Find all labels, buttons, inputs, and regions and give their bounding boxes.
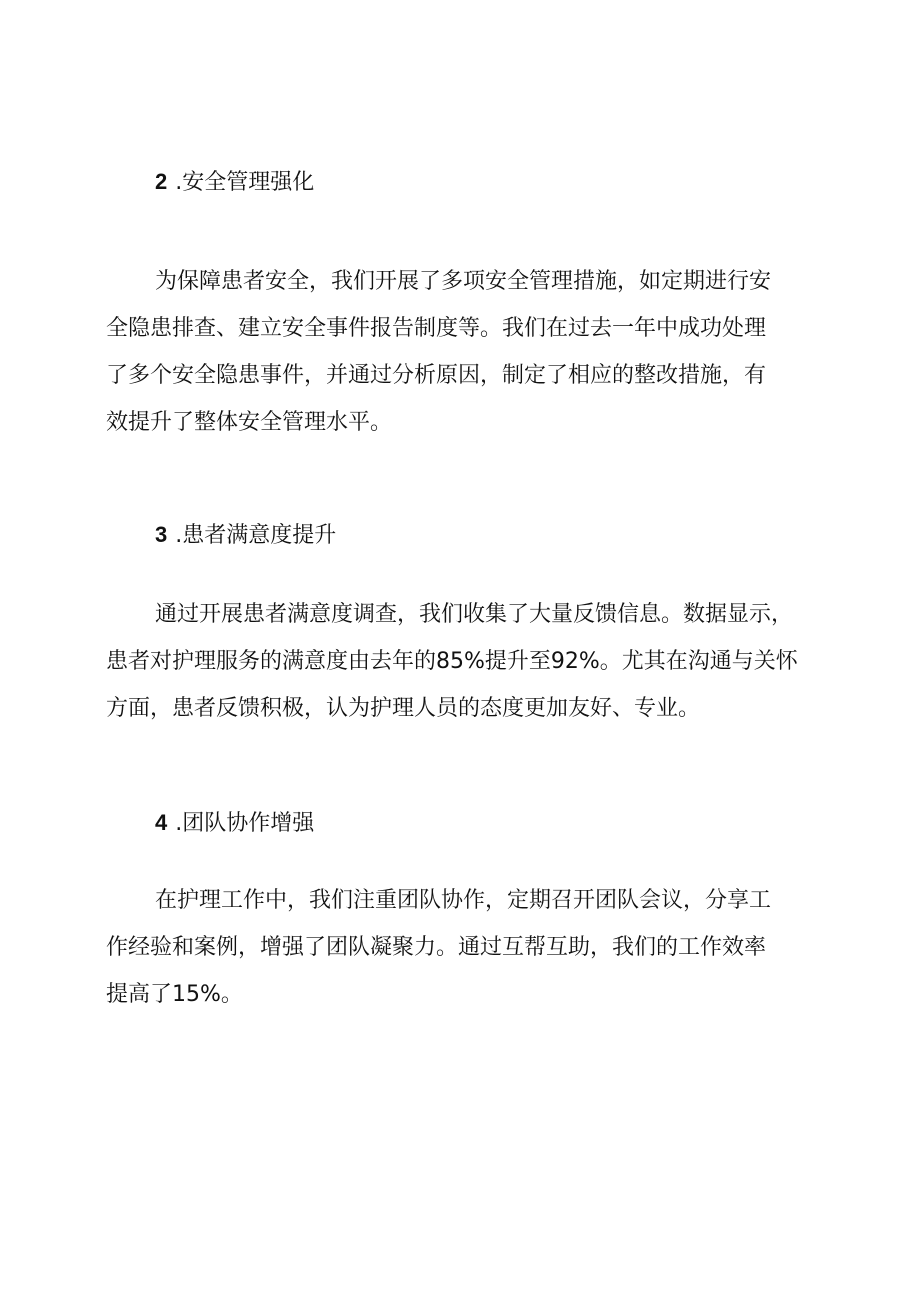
paragraph-line: 了多个安全隐患事件，并通过分析原因，制定了相应的整改措施，有 (106, 363, 767, 388)
section-title: .团队协作增强 (175, 811, 315, 836)
section-title: .患者满意度提升 (175, 523, 337, 548)
section-heading-satisfaction (155, 520, 336, 551)
section-heading-teamwork (155, 808, 314, 839)
section-number: 3 (155, 522, 168, 547)
paragraph-line: 作经验和案例，增强了团队凝聚力。通过互帮互助，我们的工作效率 (106, 935, 767, 960)
section-paragraph-satisfaction (106, 591, 806, 732)
paragraph-line: 效提升了整体安全管理水平。 (106, 410, 393, 435)
section-paragraph-safety (106, 258, 806, 446)
paragraph-line: 方面，患者反馈积极，认为护理人员的态度更加友好、专业。 (106, 696, 701, 721)
paragraph-line: 提高了15%。 (106, 982, 243, 1007)
section-number: 4 (155, 810, 168, 835)
paragraph-line: 通过开展患者满意度调查，我们收集了大量反馈信息。数据显示， (155, 602, 794, 627)
section-paragraph-teamwork (106, 877, 806, 1018)
paragraph-line: 在护理工作中，我们注重团队协作，定期召开团队会议，分享工 (155, 888, 772, 913)
section-title: .安全管理强化 (175, 170, 315, 195)
paragraph-line: 全隐患排查、建立安全事件报告制度等。我们在过去一年中成功处理 (106, 316, 767, 341)
section-heading-safety (155, 167, 314, 198)
paragraph-line: 为保障患者安全，我们开展了多项安全管理措施，如定期进行安 (155, 269, 772, 294)
paragraph-line: 患者对护理服务的满意度由去年的85%提升至92%。尤其在沟通与关怀 (106, 649, 798, 674)
section-number: 2 (155, 169, 168, 194)
